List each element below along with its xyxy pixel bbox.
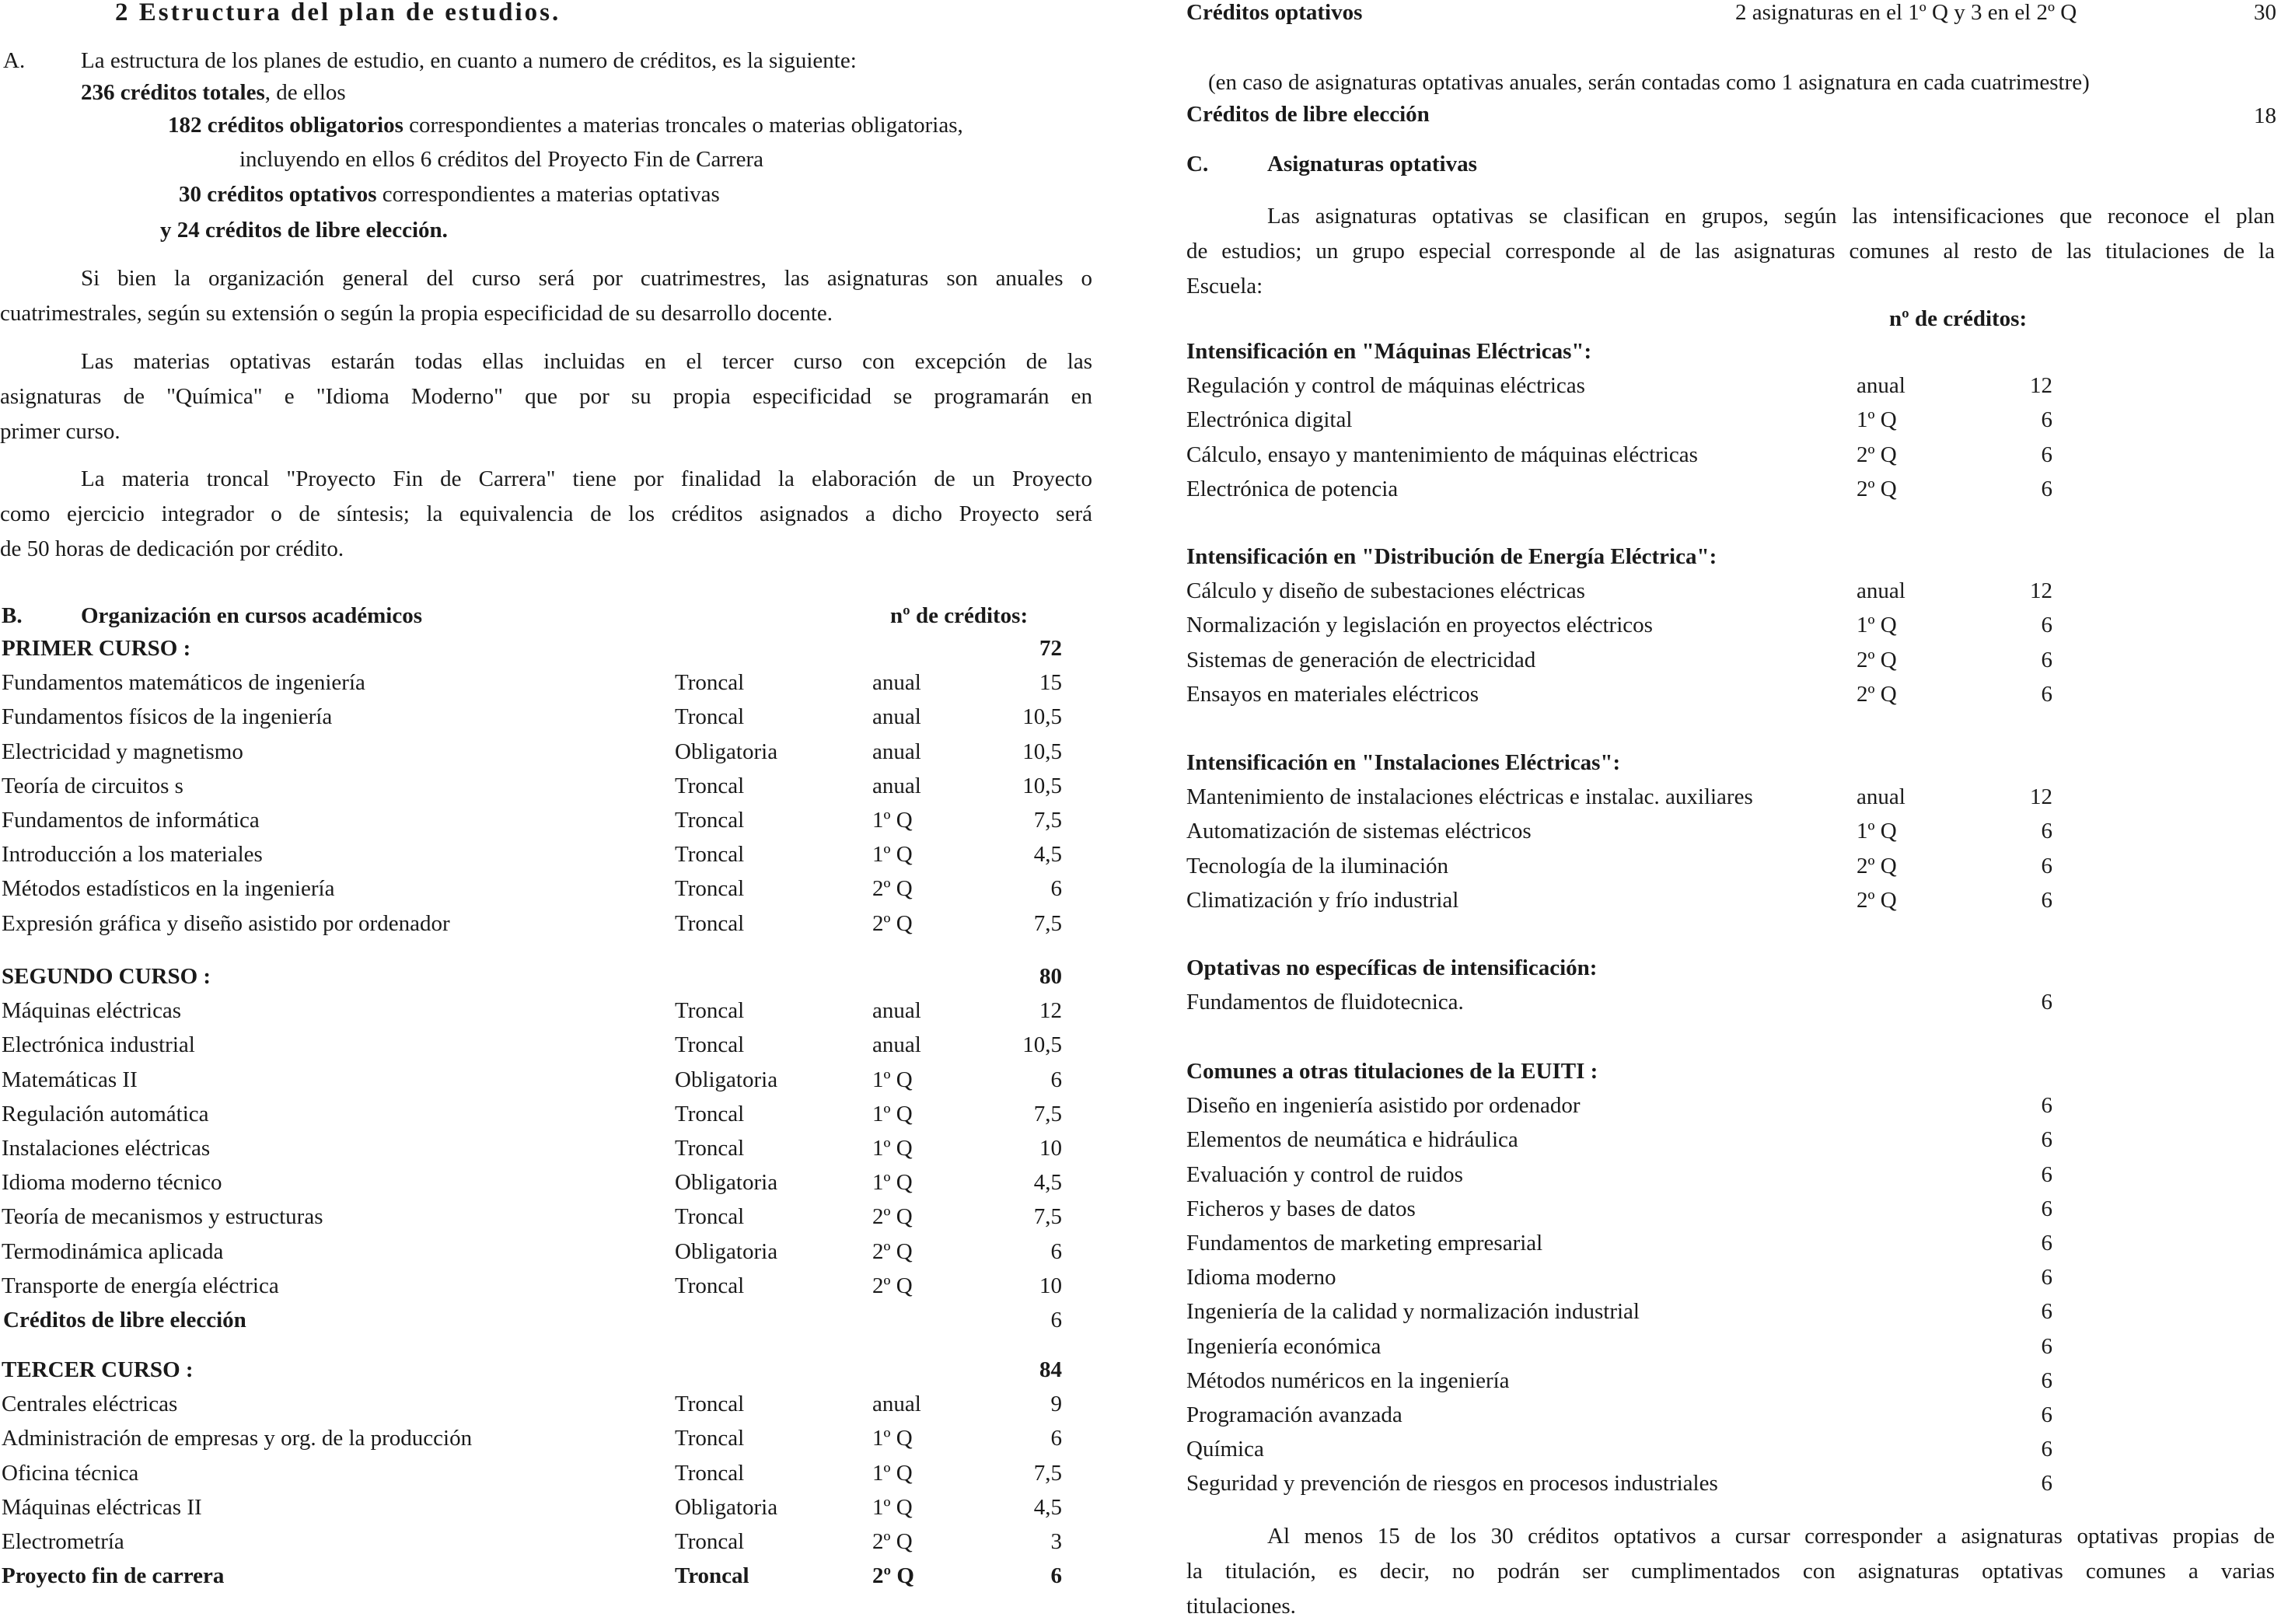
paragraph-2-line-3: primer curso. [0,419,121,444]
table-row [1183,1196,2272,1231]
subject-period: 1º Q [872,1460,913,1486]
paragraph-1 [0,261,1092,331]
table-row [1183,477,2272,511]
section-a-intro: La estructura de los planes de estudio, en cuanto a numero de créditos, es la siguiente: [81,48,857,73]
course-title: SEGUNDO CURSO : [2,964,211,989]
subject-period: anual [872,998,921,1024]
section-b-title: Organización en cursos académicos [81,603,422,628]
course-header [0,636,1073,670]
table-row [1183,819,2272,853]
subject-name: Instalaciones eléctricas [2,1136,211,1161]
libre-eleccion-row [0,1308,1073,1342]
course-title: TERCER CURSO : [2,1357,194,1382]
subject-credits: 6 [2041,442,2052,467]
subject-credits: 6 [1050,1238,1062,1264]
subject-name: Electrónica digital [1186,407,1353,433]
libre-credits-line: y 24 créditos de libre elección. [160,218,448,243]
group-title-text: Intensificación en "Instalaciones Eléctricas": [1186,750,1621,775]
subject-credits: 6 [1050,1563,1062,1589]
course-title: PRIMER CURSO : [2,636,191,661]
subject-type: Troncal [675,1426,745,1451]
subject-name: Transporte de energía eléctrica [2,1273,279,1298]
group-title-text: Intensificación en "Distribución de Energía Eléctrica": [1186,544,1717,569]
subject-period: anual [1857,784,1906,810]
subject-name: Cálculo, ensayo y mantenimiento de máquinas eléctricas [1186,442,1698,467]
libre-label: Créditos de libre elección [1186,102,1430,127]
table-row [0,739,1073,774]
subject-period: anual [872,739,921,764]
subject-credits: 6 [1050,876,1062,902]
subject-name: Automatización de sistemas eléctricos [1186,819,1532,844]
subject-period: anual [872,704,921,730]
subject-credits: 12 [2030,784,2052,810]
subject-credits: 6 [1050,1067,1062,1092]
group-title [1183,1059,2272,1093]
subject-type: Troncal [675,998,745,1024]
subject-credits: 6 [2041,1367,2052,1393]
subject-name: Diseño en ingeniería asistido por ordenador [1186,1093,1581,1119]
subject-name: Introducción a los materiales [2,842,263,868]
oblig-credits-line [168,113,963,138]
subject-type: Troncal [675,1032,745,1058]
subject-type: Troncal [675,1563,749,1589]
subject-period: 2º Q [872,876,913,902]
subject-name: Seguridad y prevención de riesgos en procesos industriales [1186,1471,1718,1497]
table-row [0,842,1073,876]
subject-period: 2º Q [872,910,913,936]
subject-credits: 7,5 [1033,1460,1062,1486]
oblig-credits-bold: 182 créditos obligatorios [168,113,403,138]
table-row [1183,888,2272,922]
subject-period: 1º Q [1857,407,1897,433]
section-c-marker: C. [1186,152,1209,176]
subject-credits: 6 [2041,1471,2052,1497]
subject-period: 2º Q [1857,681,1897,707]
subject-period: 1º Q [1857,819,1897,844]
subject-name: Ensayos en materiales eléctricos [1186,681,1479,707]
subject-period: anual [872,1032,921,1058]
total-credits-bold: 236 créditos totales [81,80,265,105]
subject-type: Troncal [675,1204,745,1230]
subject-name: Regulación y control de máquinas eléctricas [1186,373,1585,399]
subject-period: 1º Q [872,1101,913,1126]
subject-type: Obligatoria [675,1238,778,1264]
paragraph-1-line-1: Si bien la organización general del curso será por cuatrimestres, las asignaturas son anuales o [81,266,1092,291]
optativos-credits: 30 [2254,0,2276,25]
subject-name: Electrometría [2,1529,124,1554]
subject-period: 2º Q [872,1238,913,1264]
subject-credits: 12 [2030,578,2052,604]
section-c-title: Asignaturas optativas [1267,152,1477,176]
table-row [1183,648,2272,682]
subject-credits: 6 [2041,1161,2052,1187]
subject-name: Regulación automática [2,1101,209,1126]
subject-type: Troncal [675,1101,745,1126]
table-row [0,1495,1073,1529]
subject-name: Ficheros y bases de datos [1186,1196,1416,1221]
opt-credits-bold: 30 créditos optativos [179,182,377,207]
subject-period: 1º Q [872,842,913,868]
table-row [1183,1162,2272,1196]
table-row [0,670,1073,704]
subject-name: Normalización y legislación en proyectos eléctricos [1186,613,1653,638]
subject-name: Fundamentos de marketing empresarial [1186,1231,1543,1256]
subject-name: Química [1186,1437,1264,1462]
credits-header: nº de créditos: [890,603,1029,628]
subject-type: Troncal [675,910,745,936]
table-row [1183,613,2272,647]
optativas-intro-line-3: Escuela: [1186,274,1263,299]
subject-credits: 6 [2041,647,2052,672]
subject-period: 2º Q [872,1273,913,1298]
table-row [0,1102,1073,1136]
subject-credits: 9 [1050,1392,1062,1417]
left-page [0,0,1104,1620]
subject-name: Máquinas eléctricas II [2,1494,202,1520]
subject-credits: 6 [2041,990,2052,1015]
subject-type: Troncal [675,1136,745,1161]
table-row [1183,1265,2272,1299]
group-title-text: Intensificación en "Máquinas Eléctricas": [1186,339,1592,364]
table-row [0,1239,1073,1273]
subject-credits: 6 [2041,819,2052,844]
course-total-credits: 84 [1039,1357,1062,1382]
group-title [1183,544,2272,578]
table-row [1183,1334,2272,1368]
subject-name: Teoría de mecanismos y estructuras [2,1204,323,1230]
subject-type: Obligatoria [675,1494,778,1520]
table-row [0,1204,1073,1238]
subject-credits: 10 [1039,1136,1062,1161]
oblig-credits-rest: correspondientes a materias troncales o materias obligatorias, [403,113,963,138]
subject-credits: 6 [2041,1093,2052,1119]
subject-name: Sistemas de generación de electricidad [1186,647,1536,672]
right-page [1183,0,2288,1620]
subject-name: Fundamentos matemáticos de ingeniería [2,670,365,696]
subject-period: 2º Q [872,1204,913,1230]
subject-name: Termodinámica aplicada [2,1238,224,1264]
subject-period: 1º Q [1857,613,1897,638]
subject-credits: 6 [2041,853,2052,878]
subject-period: 1º Q [872,1067,913,1092]
total-credits-line [81,80,346,106]
subject-credits: 6 [2041,1231,2052,1256]
subject-period: 2º Q [872,1529,913,1554]
subject-name: Ingeniería de la calidad y normalización industrial [1186,1299,1640,1325]
subject-period: 2º Q [1857,887,1897,913]
subject-period: 1º Q [872,1136,913,1161]
table-row [0,998,1073,1032]
subject-type: Obligatoria [675,1170,778,1196]
paragraph-3 [0,462,1092,567]
subject-name: Fundamentos físicos de la ingeniería [2,704,333,730]
table-row [1183,682,2272,716]
table-row [1183,1437,2272,1471]
table-row [0,1529,1073,1563]
course-header [0,1357,1073,1392]
opt-credits-rest: correspondientes a materias optativas [376,182,720,207]
paragraph-3-line-1: La materia troncal "Proyecto Fin de Carrera" tiene por finalidad la elaboración de un Proyecto [81,466,1092,491]
subject-period: 2º Q [1857,647,1897,672]
subject-name: Fundamentos de fluidotecnica. [1186,990,1464,1015]
subject-credits: 7,5 [1033,808,1062,833]
section-heading: 2 Estructura del plan de estudios. [115,0,561,26]
table-row [0,774,1073,808]
subject-credits: 7,5 [1033,1204,1062,1230]
optativos-label: Créditos optativos [1186,0,1363,25]
subject-name: Idioma moderno técnico [2,1170,222,1196]
subject-name: Climatización y frío industrial [1186,887,1459,913]
subject-period: 1º Q [872,1494,913,1520]
section-a-marker: A. [3,48,26,73]
subject-type: Obligatoria [675,1067,778,1092]
subject-period: 2º Q [1857,442,1897,467]
course-total-credits: 80 [1039,964,1062,989]
subject-name: Proyecto fin de carrera [2,1563,225,1589]
table-row [0,704,1073,739]
libre-eleccion-label: Créditos de libre elección [3,1308,246,1332]
table-row [1183,854,2272,888]
group-title-text: Optativas no específicas de intensificación: [1186,955,1598,980]
subject-type: Troncal [675,1460,745,1486]
table-row [1183,1471,2272,1505]
subject-credits: 6 [2041,1196,2052,1221]
opt-credits-line [179,182,720,208]
subject-name: Matemáticas II [2,1067,138,1092]
subject-type: Troncal [675,876,745,902]
table-row [0,876,1073,910]
table-row [1183,578,2272,613]
subject-name: Cálculo y diseño de subestaciones eléctricas [1186,578,1585,604]
table-row [1183,442,2272,477]
table-row [0,808,1073,842]
subject-period: 1º Q [872,1426,913,1451]
subject-period: anual [1857,578,1906,604]
subject-credits: 4,5 [1033,1170,1062,1196]
paragraph-2 [0,344,1092,449]
subject-credits: 15 [1039,670,1062,696]
paragraph-3-line-3: de 50 horas de dedicación por crédito. [0,536,344,561]
subject-credits: 6 [2041,1437,2052,1462]
subject-period: 1º Q [872,1170,913,1196]
subject-period: 1º Q [872,808,913,833]
subject-credits: 10,5 [1022,704,1062,730]
subject-period: 2º Q [1857,853,1897,878]
subject-credits: 7,5 [1033,910,1062,936]
subject-period: 2º Q [1857,476,1897,501]
subject-credits: 6 [1050,1426,1062,1451]
table-row [1183,407,2272,442]
optativas-intro-line-2: de estudios; un grupo especial corresponde al de las asignaturas comunes al resto de las titulaciones de la [1186,239,2275,264]
subject-credits: 6 [2041,1299,2052,1325]
subject-credits: 6 [2041,613,2052,638]
subject-type: Troncal [675,704,745,730]
subject-type: Troncal [675,1529,745,1554]
subject-name: Fundamentos de informática [2,808,260,833]
total-credits-rest: , de ellos [264,80,346,105]
table-row [0,1032,1073,1067]
subject-name: Métodos estadísticos en la ingeniería [2,876,335,902]
table-row [1183,990,2272,1024]
subject-credits: 6 [2041,681,2052,707]
subject-name: Ingeniería económica [1186,1333,1382,1359]
subject-credits: 6 [2041,407,2052,433]
subject-credits: 3 [1050,1529,1062,1554]
paragraph-1-line-2: cuatrimestrales, según su extensión o según la propia especificidad de su desarrollo docente. [0,301,833,326]
group-title-text: Comunes a otras titulaciones de la EUITI : [1186,1059,1598,1084]
subject-credits: 6 [2041,887,2052,913]
optativas-intro [1186,199,2275,304]
subject-type: Troncal [675,1392,745,1417]
table-row [1183,1231,2272,1265]
course-total-credits: 72 [1039,636,1062,661]
table-row [0,1392,1073,1426]
subject-period: anual [872,1392,921,1417]
subject-period: 2º Q [872,1563,914,1589]
subject-credits: 7,5 [1033,1101,1062,1126]
subject-name: Métodos numéricos en la ingeniería [1186,1367,1510,1393]
group-title [1183,750,2272,784]
subject-credits: 10,5 [1022,1032,1062,1058]
optativas-credits-header: nº de créditos: [1889,306,2028,331]
paragraph-2-line-2: asignaturas de "Química" e "Idioma Moderno" que por su propia especificidad se programarán en [0,384,1092,409]
subject-name: Oficina técnica [2,1460,139,1486]
subject-name: Teoría de circuitos s [2,773,183,798]
subject-name: Electrónica de potencia [1186,476,1399,501]
closing-line-2: la titulación, es decir, no podrán ser cumplimentados con asignaturas optativas comunes a varias [1186,1559,2275,1584]
subject-type: Troncal [675,670,745,696]
oblig-credits-line-2: incluyendo en ellos 6 créditos del Proyecto Fin de Carrera [239,147,764,172]
table-row [0,1136,1073,1170]
subject-period: anual [872,773,921,798]
subject-name: Idioma moderno [1186,1265,1336,1290]
subject-name: Evaluación y control de ruidos [1186,1161,1463,1187]
subject-name: Electrónica industrial [2,1032,195,1058]
subject-credits: 6 [2041,1127,2052,1153]
table-row [1183,1299,2272,1333]
subject-name: Administración de empresas y org. de la producción [2,1426,473,1451]
closing-line-1: Al menos 15 de los 30 créditos optativos a cursar corresponder a asignaturas optativas propias de [1267,1524,2275,1549]
table-row [0,1273,1073,1308]
subject-period: anual [1857,373,1906,399]
subject-name: Mantenimiento de instalaciones eléctricas e instalac. auxiliares [1186,784,1753,810]
subject-type: Troncal [675,842,745,868]
paragraph-3-line-2: como ejercicio integrador o de síntesis; la equivalencia de los créditos asignados a dicho Proyecto será [0,501,1092,526]
paragraph-2-line-1: Las materias optativas estarán todas ellas incluidas en el tercer curso con excepción de las [81,349,1092,374]
table-row [0,1426,1073,1460]
subject-credits: 6 [2041,1402,2052,1427]
table-row [0,1461,1073,1495]
table-row [0,911,1073,945]
course-header [0,964,1073,998]
subject-name: Elementos de neumática e hidráulica [1186,1127,1518,1153]
subject-credits: 10,5 [1022,773,1062,798]
subject-type: Obligatoria [675,739,778,764]
closing-line-3: titulaciones. [1186,1594,1296,1619]
subject-credits: 10 [1039,1273,1062,1298]
table-row [1183,373,2272,407]
libre-credits: 18 [2254,103,2276,128]
table-row [1183,1127,2272,1161]
subject-name: Centrales eléctricas [2,1392,178,1417]
optativos-note: (en caso de asignaturas optativas anuales, serán contadas como 1 asignatura en cada cuatrimestre) [1208,70,2090,95]
subject-type: Troncal [675,808,745,833]
subject-period: anual [872,670,921,696]
subject-credits: 12 [2030,373,2052,399]
subject-credits: 4,5 [1033,1494,1062,1520]
subject-credits: 6 [2041,1265,2052,1290]
subject-name: Expresión gráfica y diseño asistido por ordenador [2,910,450,936]
table-row [1183,1368,2272,1402]
table-row [1183,784,2272,819]
subject-credits: 10,5 [1022,739,1062,764]
table-row [0,1563,1073,1598]
libre-eleccion-credits: 6 [1050,1308,1062,1332]
subject-type: Troncal [675,773,745,798]
group-title [1183,955,2272,990]
table-row [0,1170,1073,1204]
closing-paragraph [1186,1519,2275,1624]
subject-type: Troncal [675,1273,745,1298]
subject-name: Programación avanzada [1186,1402,1402,1427]
optativas-intro-line-1: Las asignaturas optativas se clasifican en grupos, según las intensificaciones que reconoce el plan [1267,204,2275,229]
section-b-marker: B. [2,603,23,628]
subject-name: Tecnología de la iluminación [1186,853,1448,878]
optativos-detail: 2 asignaturas en el 1º Q y 3 en el 2º Q [1735,0,2077,25]
subject-credits: 4,5 [1033,842,1062,868]
subject-name: Electricidad y magnetismo [2,739,243,764]
table-row [1183,1093,2272,1127]
table-row [1183,1402,2272,1437]
subject-credits: 6 [2041,1333,2052,1359]
table-row [0,1067,1073,1102]
subject-credits: 12 [1039,998,1062,1024]
subject-name: Máquinas eléctricas [2,998,182,1024]
subject-credits: 6 [2041,476,2052,501]
group-title [1183,339,2272,373]
